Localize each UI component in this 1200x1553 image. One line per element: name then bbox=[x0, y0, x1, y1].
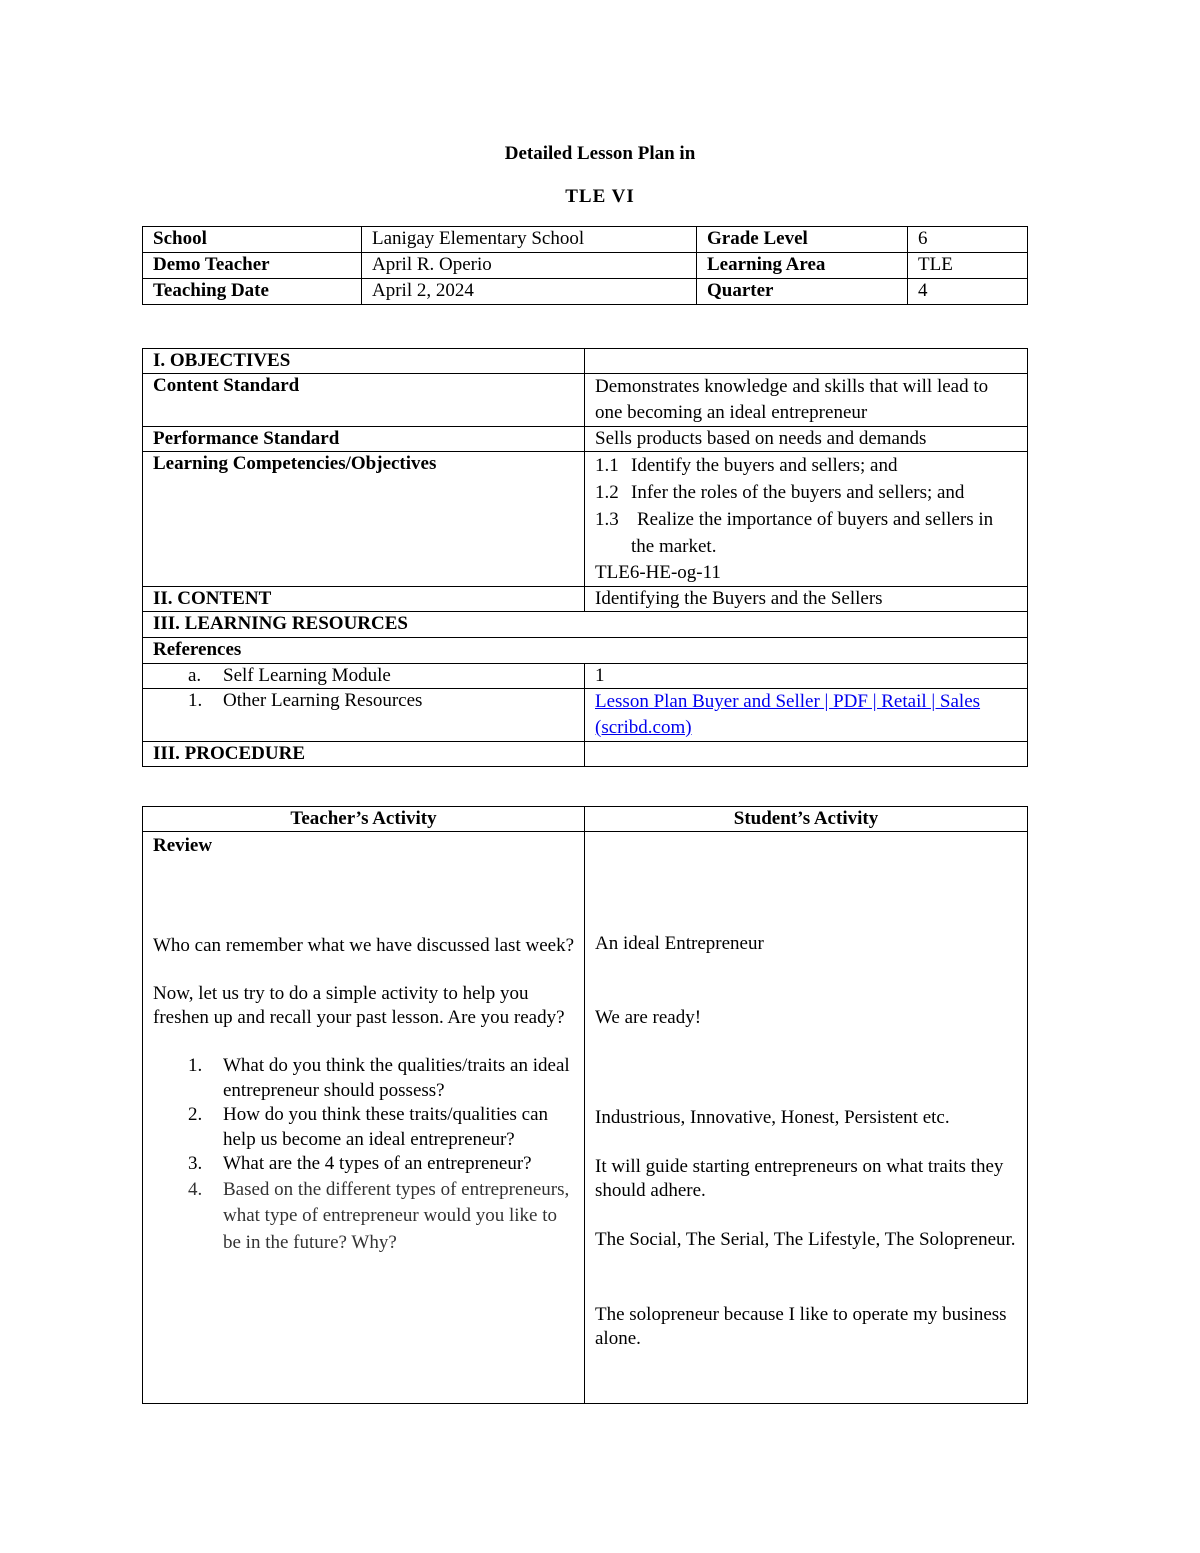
review-question: 4. Based on the different types of entrepreneurs, what type of entrepreneur would you like to be in the future? Why? bbox=[188, 1178, 570, 1253]
lesson-plan-table bbox=[142, 348, 1028, 767]
self-learning-module-value: 1 bbox=[585, 664, 1028, 689]
self-learning-module-label: a. Self Learning Module bbox=[143, 664, 585, 689]
document-title: Detailed Lesson Plan in bbox=[504, 143, 696, 164]
learning-area-value: TLE bbox=[908, 253, 1028, 279]
grade-level-label: Grade Level bbox=[697, 227, 908, 253]
document-subject: TLE VI bbox=[565, 186, 635, 207]
demo-teacher-value: April R. Operio bbox=[362, 253, 697, 279]
learning-resources-heading: III. LEARNING RESOURCES bbox=[143, 612, 1028, 638]
header-info-table bbox=[142, 226, 1028, 305]
competency-item: 1.3 Realize the importance of buyers and sellers in the market. bbox=[595, 509, 994, 557]
competencies-label: Learning Competencies/Objectives bbox=[143, 452, 585, 587]
review-label: Review bbox=[153, 835, 213, 856]
review-question: 2. How do you think these traits/qualities can help us become an ideal entrepreneur? bbox=[188, 1104, 549, 1150]
student-answer-intro: An ideal Entrepreneur bbox=[595, 933, 764, 954]
learning-area-label: Learning Area bbox=[697, 253, 908, 279]
references-label: References bbox=[143, 638, 1028, 664]
objectives-empty-cell bbox=[585, 349, 1028, 374]
student-activity-header: Student’s Activity bbox=[585, 807, 1028, 832]
procedure-empty-cell bbox=[585, 742, 1028, 767]
demo-teacher-label: Demo Teacher bbox=[143, 253, 362, 279]
objectives-heading: I. OBJECTIVES bbox=[143, 349, 585, 374]
school-value: Lanigay Elementary School bbox=[362, 227, 697, 253]
student-answer: It will guide starting entrepreneurs on what traits they should adhere. bbox=[595, 1156, 1004, 1201]
teaching-date-value: April 2, 2024 bbox=[362, 279, 697, 305]
content-value: Identifying the Buyers and the Sellers bbox=[585, 587, 1028, 612]
teaching-date-label: Teaching Date bbox=[143, 279, 362, 305]
student-answer: Industrious, Innovative, Honest, Persistent etc. bbox=[595, 1107, 950, 1128]
quarter-value: 4 bbox=[908, 279, 1028, 305]
performance-standard-value: Sells products based on needs and demands bbox=[585, 427, 1028, 452]
performance-standard-label: Performance Standard bbox=[143, 427, 585, 452]
competency-item: 1.2 Infer the roles of the buyers and sellers; and bbox=[595, 482, 965, 503]
student-answer-ready: We are ready! bbox=[595, 1007, 702, 1028]
teacher-question-intro: Who can remember what we have discussed last week? bbox=[153, 935, 574, 956]
teacher-activity-cell bbox=[143, 832, 585, 1404]
quarter-label: Quarter bbox=[697, 279, 908, 305]
activity-table bbox=[142, 806, 1028, 1404]
teacher-question-ready: Now, let us try to do a simple activity to help you freshen up and recall your past lesson. Are you ready? bbox=[153, 983, 565, 1028]
review-question: 3. What are the 4 types of an entrepreneur? bbox=[188, 1153, 532, 1174]
content-heading: II. CONTENT bbox=[143, 587, 585, 612]
student-activity-cell bbox=[585, 832, 1028, 1404]
other-resources-cell bbox=[585, 689, 1028, 742]
content-standard-value: Demonstrates knowledge and skills that will lead to one becoming an ideal entrepreneur bbox=[585, 374, 1028, 427]
scribd-resource-link[interactable]: Lesson Plan Buyer and Seller | PDF | Retail | Sales (scribd.com) bbox=[595, 691, 981, 738]
teacher-activity-header: Teacher’s Activity bbox=[143, 807, 585, 832]
other-resources-label: 1. Other Learning Resources bbox=[143, 689, 585, 742]
review-question: 1. What do you think the qualities/traits an ideal entrepreneur should possess? bbox=[188, 1055, 570, 1101]
student-answer: The solopreneur because I like to operate my business alone. bbox=[595, 1304, 1007, 1349]
school-label: School bbox=[143, 227, 362, 253]
content-standard-label: Content Standard bbox=[143, 374, 585, 427]
procedure-heading: III. PROCEDURE bbox=[143, 742, 585, 767]
competency-item: 1.1 Identify the buyers and sellers; and bbox=[595, 455, 898, 476]
grade-level-value: 6 bbox=[908, 227, 1028, 253]
student-answer: The Social, The Serial, The Lifestyle, The Solopreneur. bbox=[595, 1229, 1016, 1250]
competency-code: TLE6-HE-og-11 bbox=[595, 562, 721, 583]
competencies-cell bbox=[585, 452, 1028, 587]
